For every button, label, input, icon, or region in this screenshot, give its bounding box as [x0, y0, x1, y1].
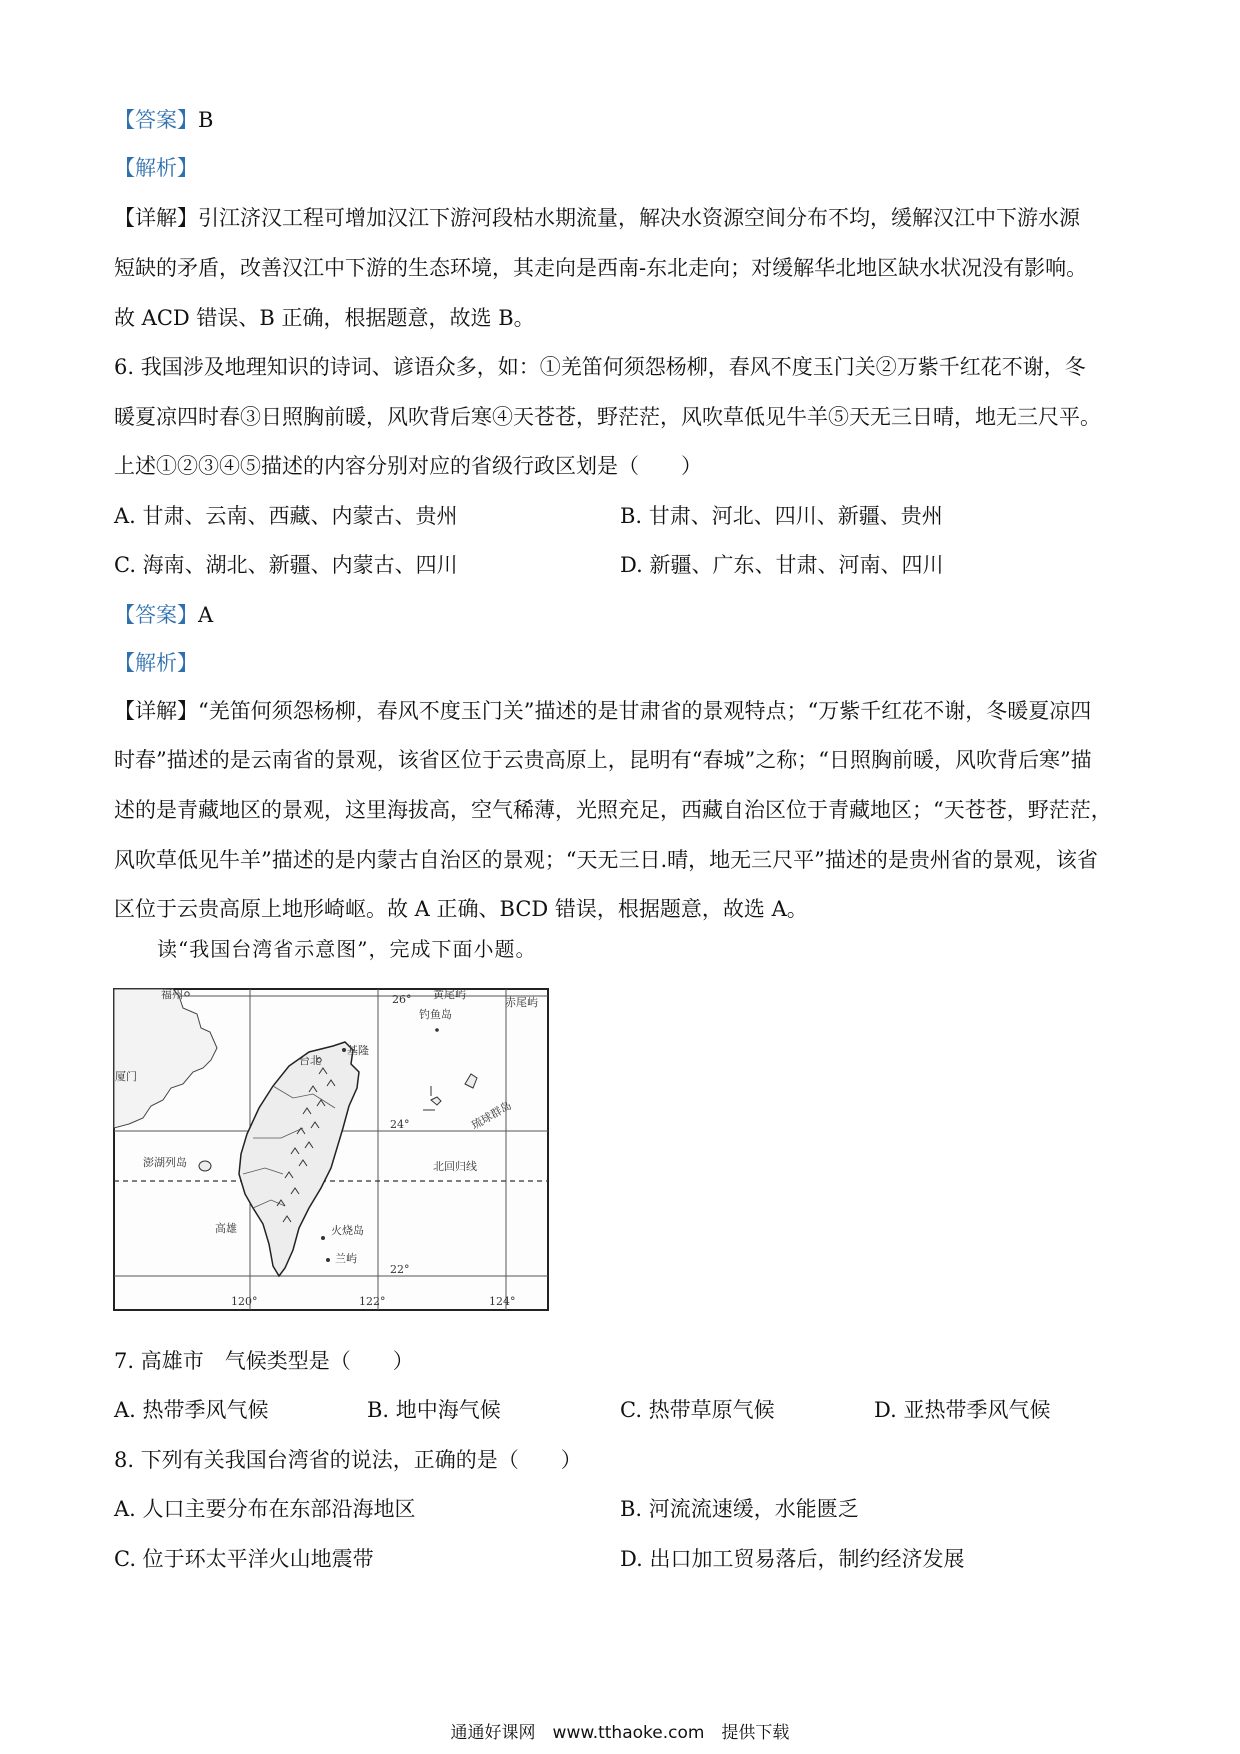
- q6-stem-line-3: 上述①②③④⑤描述的内容分别对应的省级行政区划是（ ）: [114, 454, 702, 478]
- detail-text: “羌笛何须怨杨柳，春风不度玉门关”描述的是甘肃省的景观特点；“万紫千红花不谢，冬暖夏凉四: [198, 699, 1092, 723]
- q6-analysis-tag: 【解析】: [114, 651, 198, 675]
- q6-detail-line-1: [114, 696, 1091, 726]
- q8-option-b: B. 河流流速缓，水能匮乏: [620, 1497, 859, 1521]
- label-huangwei: 黄尾屿: [433, 988, 466, 1001]
- q6-option-c: C. 海南、湖北、新疆、内蒙古、四川: [114, 553, 458, 577]
- answer-value: B: [198, 108, 214, 132]
- lanyu-dot: [326, 1258, 330, 1262]
- q8-option-c: C. 位于环太平洋火山地震带: [114, 1547, 374, 1571]
- label-lon120: 120°: [231, 1295, 258, 1308]
- label-fuzhou: 福州: [161, 988, 183, 1001]
- q5-analysis-tag: 【解析】: [114, 156, 198, 180]
- label-huoshao: 火烧岛: [331, 1224, 364, 1237]
- q7-option-a: A. 热带季风气候: [114, 1398, 269, 1422]
- label-jilong: 基隆: [347, 1044, 369, 1057]
- q7-option-b: B. 地中海气候: [367, 1398, 501, 1422]
- q6-detail-line-5: 区位于云贵高原上地形崎岖。故 A 正确、BCD 错误，根据题意，故选 A。: [114, 897, 808, 921]
- label-xiamen: 厦门: [115, 1070, 137, 1083]
- label-lon122: 122°: [359, 1295, 386, 1308]
- q6-detail-line-4: 风吹草低见牛羊”描述的是内蒙古自治区的景观；“天无三日.晴，地无三尺平”描述的是贵州省的景观，该省: [114, 848, 1098, 872]
- q7-stem: 7. 高雄市 气候类型是（ ）: [114, 1349, 414, 1373]
- huangwei-dot: [435, 1028, 439, 1032]
- jilong-dot: [342, 1048, 346, 1052]
- label-lat26: 26°: [392, 993, 412, 1006]
- penghu-island: [199, 1161, 211, 1171]
- q6-stem-line-1: 6. 我国涉及地理知识的诗词、谚语众多，如：①羌笛何须怨杨柳，春风不度玉门关②万紫千红花不谢，冬: [114, 355, 1086, 379]
- q6-stem-line-2: 暖夏凉四时春③日照胸前暖，风吹背后寒④天苍苍，野茫茫，风吹草低见牛羊⑤天无三日晴，地无三尺平。: [114, 405, 1101, 429]
- q6-detail-line-2: 时春”描述的是云南省的景观，该省区位于云贵高原上，昆明有“春城”之称；“日照胸前暖，风吹背后寒”描: [114, 748, 1092, 772]
- label-taibei: 台北: [299, 1054, 321, 1067]
- detail-tag: 【详解】: [114, 206, 198, 230]
- label-penghu: 澎湖列岛: [143, 1156, 187, 1169]
- q6-detail-line-3: 述的是青藏地区的景观，这里海拔高，空气稀薄，光照充足，西藏自治区位于青藏地区；“天苍苍，野茫茫，: [114, 798, 1112, 822]
- q7-option-d: D. 亚热带季风气候: [874, 1398, 1051, 1422]
- page-footer: 通通好课网 www.tthaoke.com 提供下载: [450, 1723, 790, 1743]
- detail-tag: 【详解】: [114, 699, 198, 723]
- label-diaoyu: 钓鱼岛: [419, 1008, 452, 1021]
- q5-answer: [114, 105, 213, 135]
- q8-option-d: D. 出口加工贸易落后，制约经济发展: [620, 1547, 965, 1571]
- answer-tag: 【答案】: [114, 108, 198, 132]
- q8-option-a: A. 人口主要分布在东部沿海地区: [114, 1497, 416, 1521]
- label-tropic: 北回归线: [433, 1160, 477, 1173]
- label-lon124: 124°: [489, 1295, 516, 1308]
- q8-stem: 8. 下列有关我国台湾省的说法，正确的是（ ）: [114, 1448, 582, 1472]
- q6-option-b: B. 甘肃、河北、四川、新疆、贵州: [620, 504, 943, 528]
- q6-option-d: D. 新疆、广东、甘肃、河南、四川: [620, 553, 944, 577]
- q6-option-a: A. 甘肃、云南、西藏、内蒙古、贵州: [114, 504, 458, 528]
- q7-option-c: C. 热带草原气候: [620, 1398, 775, 1422]
- label-lat22: 22°: [390, 1263, 410, 1276]
- detail-text: 引江济汉工程可增加汉江下游河段枯水期流量，解决水资源空间分布不均，缓解汉江中下游水源: [198, 206, 1080, 230]
- taiwan-map: [113, 988, 549, 1311]
- map-intro: 读“我国台湾省示意图”，完成下面小题。: [157, 937, 537, 961]
- answer-value: A: [198, 603, 214, 627]
- label-ryukyu: 琉球群岛: [469, 1098, 514, 1133]
- answer-tag: 【答案】: [114, 603, 198, 627]
- q5-detail-line-1: [114, 203, 1080, 233]
- q6-answer: [114, 600, 213, 630]
- q5-detail-line-2: 短缺的矛盾，改善汉江中下游的生态环境，其走向是西南-东北走向；对缓解华北地区缺水状况没有影响。: [114, 256, 1088, 280]
- label-lanyu: 兰屿: [335, 1252, 357, 1265]
- huoshao-dot: [321, 1236, 325, 1240]
- label-gaoxiong: 高雄: [215, 1222, 237, 1235]
- label-lat24: 24°: [390, 1118, 410, 1131]
- q5-detail-line-3: 故 ACD 错误、B 正确，根据题意，故选 B。: [114, 306, 535, 330]
- label-chiwei: 赤尾屿: [505, 996, 538, 1009]
